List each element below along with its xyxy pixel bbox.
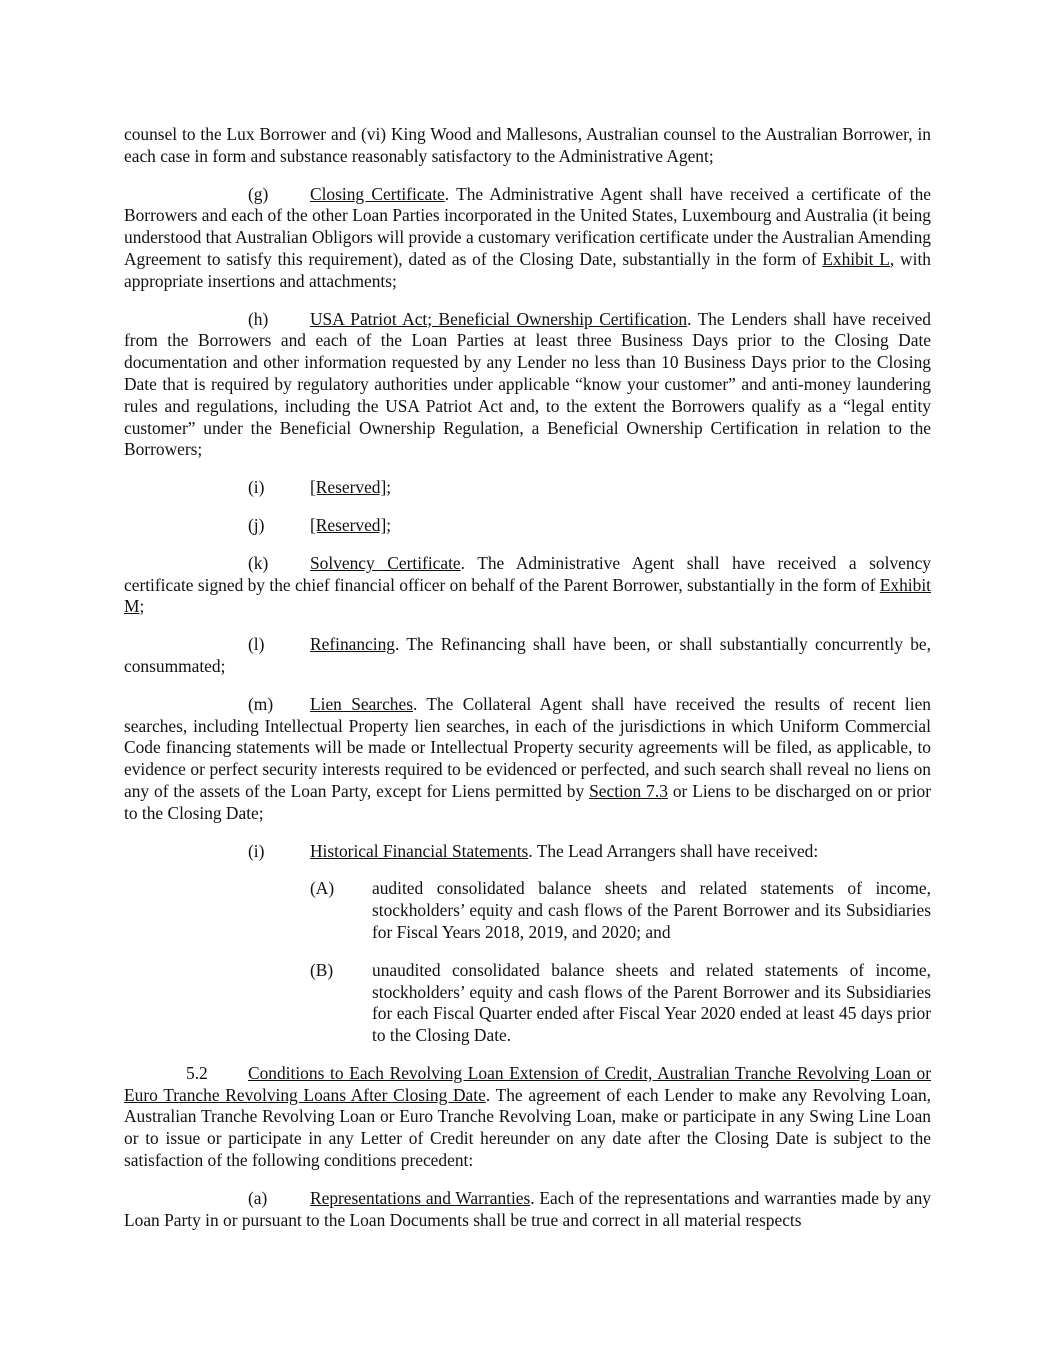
paragraph-j-reserved: (j) [Reserved];	[248, 514, 392, 535]
clause-label: (i)	[248, 477, 265, 498]
clause-title: [Reserved]	[310, 514, 387, 535]
clause-label: (g)	[248, 183, 269, 204]
clause-label: (i)	[248, 840, 265, 861]
paragraph-h-patriot-act: (h) USA Patriot Act; Beneficial Ownership Certification. The Lenders shall have received from the Borrowers and each of the Loan Parties at least three Business Days prior to the Closing Date documentation and other information requested by any Lender no less than 10 Business Days prior to the Closing Date that is required by regulatory authorities under applicable “know your customer” and anti-money laundering rules and regulations, including the USA Patriot Act and, to the extent the Borrowers qualify as a “legal entity customer” under the Beneficial Ownership Regulation, a Beneficial Ownership Certification in relation to the Borrowers;	[124, 308, 931, 460]
list-item-unaudited-statements	[124, 960, 931, 1047]
item-label: (A)	[310, 878, 335, 899]
clause-label: (k)	[248, 552, 269, 573]
section-title: Conditions to Each Revolving Loan Extension of Credit, Australian Tranche Revolving Loan or Euro Tranche Revolving Loans After Closing Date	[124, 1062, 931, 1105]
clause-label: (m)	[248, 693, 274, 714]
paragraph-g-closing-certificate: (g) Closing Certificate. The Administrative Agent shall have received a certificate of the Borrowers and each of the other Loan Parties incorporated in the United States, Luxembourg and Australia (it being understood that Australian Obligors will provide a customary verification certificate under the Australian Amending Agreement to satisfy this requirement), dated as of the Closing Date, substantially in the form of Exhibit L, with appropriate insertions and attachments;	[124, 183, 931, 291]
list-item-audited-statements	[124, 878, 931, 943]
clause-label: (l)	[248, 634, 265, 655]
paragraph-m-lien-searches: (m) Lien Searches. The Collateral Agent shall have received the results of recent lien searches, including Intellectual Property lien searches, in each of the jurisdictions in which Uniform Commercial Code financing statements will be made or Intellectual Property security agreements will be filed, as applicable, to evidence or perfect security interests required to be evidenced or perfected, and such search shall reveal no liens on any of the assets of the Loan Party, except for Liens permitted by Section 7.3 or Liens to be discharged on or prior to the Closing Date;	[124, 693, 932, 823]
paragraph-l-refinancing: (l) Refinancing. The Refinancing shall have been, or shall substantially concurrently be, consummated;	[124, 634, 931, 676]
paragraph-k-solvency-certificate: (k) Solvency Certificate. The Administrative Agent shall have received a solvency certificate signed by the chief financial officer on behalf of the Parent Borrower, substantially in the form of Exhibit M;	[124, 552, 931, 617]
paragraph-historical-financial-statements: (i) Historical Financial Statements. The Lead Arrangers shall have received:	[248, 840, 819, 861]
clause-title: Lien Searches	[310, 693, 413, 714]
clause-title: Representations and Warranties	[310, 1187, 531, 1208]
item-label: (B)	[310, 959, 334, 980]
section-5-2-conditions: 5.2 Conditions to Each Revolving Loan Extension of Credit, Australian Tranche Revolving Loan or Euro Tranche Revolving Loans After Closing Date. The agreement of each Lender to make any Revolving Loan, Australian Tranche Revolving Loan or Euro Tranche Revolving Loan, make or participate in any Swing Line Loan or to issue or participate in any Letter of Credit hereunder on any date after the Closing Date is subject to the satisfaction of the following conditions precedent:	[124, 1062, 931, 1171]
item-text: audited consolidated balance sheets and related statements of income, stockholders’ equity and cash flows of the Parent Borrower and its Subsidiaries for Fiscal Years 2018, 2019, and 2020; and	[372, 878, 931, 942]
section-number: 5.2	[186, 1062, 208, 1083]
paragraph-a-representations: (a) Representations and Warranties. Each of the representations and warranties made by any Loan Party in or pursuant to the Loan Documents shall be true and correct in all material respects	[124, 1187, 931, 1230]
section-reference: Section 7.3	[589, 780, 668, 801]
item-text: unaudited consolidated balance sheets and related statements of income, stockholders’ equity and cash flows of the Parent Borrower and its Subsidiaries for each Fiscal Quarter ended after Fiscal Year 2020 ended at least 45 days prior to the Closing Date.	[372, 959, 931, 1046]
exhibit-reference: Exhibit M	[124, 574, 931, 617]
clause-title: Solvency Certificate	[310, 552, 461, 573]
clause-title: USA Patriot Act; Beneficial Ownership Certification	[310, 308, 688, 329]
document-page	[124, 124, 931, 1247]
clause-label: (h)	[248, 308, 269, 329]
paragraph-counsel-continuation: counsel to the Lux Borrower and (vi) King Wood and Mallesons, Australian counsel to the Australian Borrower, in each case in form and substance reasonably satisfactory to the Administrative Agent;	[124, 124, 931, 166]
clause-title: Historical Financial Statements	[310, 840, 529, 861]
clause-title: [Reserved]	[310, 477, 387, 498]
exhibit-reference: Exhibit L	[822, 248, 890, 269]
clause-title: Closing Certificate	[310, 183, 445, 204]
paragraph-i-reserved: (i) [Reserved];	[248, 477, 392, 498]
clause-label: (a)	[248, 1187, 268, 1208]
clause-title: Refinancing	[310, 634, 395, 655]
clause-label: (j)	[248, 514, 265, 535]
